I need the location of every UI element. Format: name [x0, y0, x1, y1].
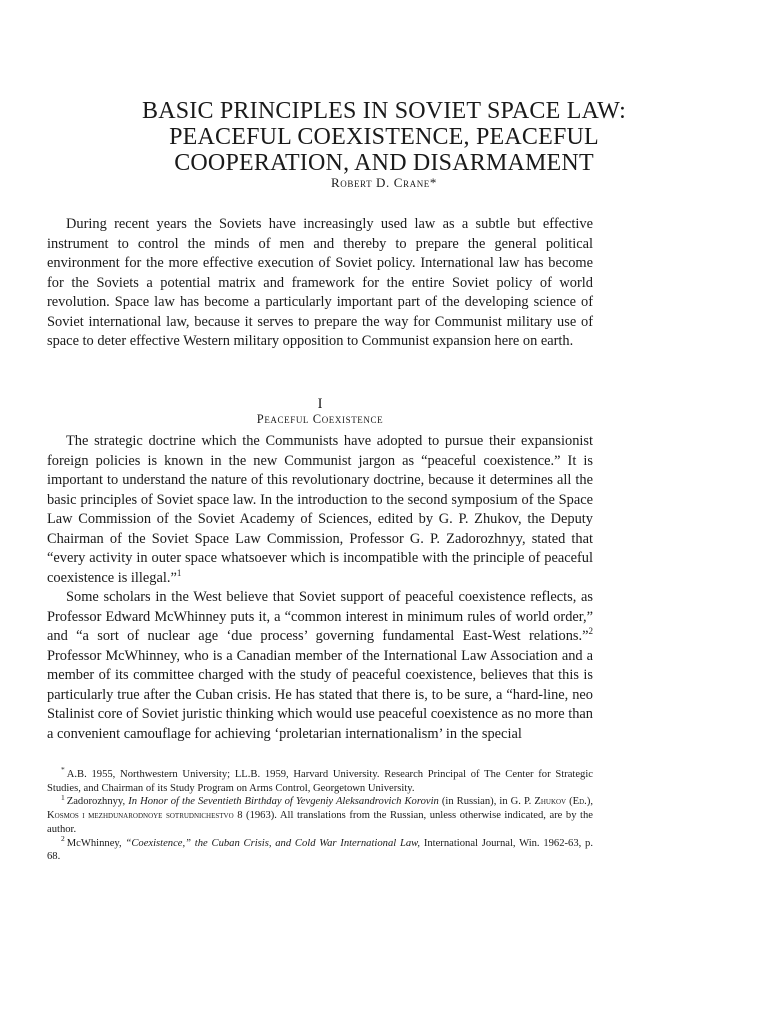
footnote-2-text-b: International Journal, Win. 1962-63, p. 68. [47, 837, 594, 863]
footnote-2-mark: 2 [61, 833, 65, 843]
section-paragraph-2 [47, 588, 593, 744]
title-line-3: COOPERATION, AND DISARMAMENT [174, 150, 594, 176]
paragraph-1-text: The strategic doctrine which the Communists have adopted to pursue their expansionist foreign policies is known in the new Communist jargon as “peaceful coexistence.” It is important to understand the nature of this revolutionary doctrine, because it determines all the basic principles of Soviet space law. In the introduction to the second symposium of the Space Law Commission of the Soviet Academy of Sciences, edited by G. P. Zhukov, the Deputy Chairman of the Soviet Space Law Commission, Professor G. P. Zadorozhnyy, stated that “every activity in outer space whatsoever which is incompatible with the principle of peaceful coexistence is illegal.” [47, 433, 593, 586]
intro-paragraph: During recent years the Soviets have increasingly used law as a subtle but effective instrument to control the minds of men and thereby to prepare the general political environment for the more effective execution of Soviet policy. International law has become for the Soviets a potential matrix and framework for the entire Soviet policy of world revolution. Space law has become a particularly important part of the developing science of Soviet international law, because it serves to prepare the way for Communist military use of space to deter effective Western military opposition to Communist expansion here on earth. [47, 216, 593, 349]
section-body [47, 432, 593, 744]
footnote-1-text-c: 8 (1963). All translations from the Russian, unless otherwise indicated, are by the author. [47, 810, 593, 835]
title-line-2: PEACEFUL COEXISTENCE, PEACEFUL [169, 124, 599, 150]
footnote-ref-2[interactable]: 2 [588, 626, 593, 637]
section-number: I [317, 396, 323, 412]
footnote-2 [47, 833, 594, 864]
footnote-1-work-title: In Honor of the Seventieth Birthday of Yevgeniy Aleksandrovich Korovin [128, 796, 439, 808]
footnote-star-text: A.B. 1955, Northwestern University; LL.B. 1959, Harvard University. Research Principal of The Center for Strategic Studies, and Chairman of its Study Program on Arms Control, Georgetown University. [47, 769, 593, 794]
footnotes [47, 765, 594, 864]
author-byline [60, 175, 708, 191]
paragraph-2-text-b: Professor McWhinney, who is a Canadian member of the International Law Association and a member of its committee charged with the study of peaceful coexistence, believes that this is particularly true after the Cuban crisis. He has stated that there is, to be sure, a “hard-line, neo Stalinist core of Soviet juristic thinking which would use peaceful coexistence as no more than a convenient camouflage for achieving ‘proletarian internationalism’ in the special [47, 647, 593, 742]
footnote-1-text-a: Zadorozhnyy, [66, 796, 129, 808]
footnote-2-work-title: “Coexistence,” the Cuban Crisis, and Cold War International Law, [125, 837, 421, 849]
footnote-2-text-a: McWhinney, [66, 837, 126, 849]
footnote-1-text-b: (in Russian), in G. P. [438, 796, 535, 808]
footnote-1-source: Zhukov (Ed.), Kosmos i mezhdunarodnoye sotrudnichestvo [47, 796, 594, 822]
section-paragraph-1 [47, 432, 593, 588]
paragraph-2-text-a: Some scholars in the West believe that Soviet support of peaceful coexistence reflects, as Professor Edward McWhinney puts it, a “common interest in minimum rules of world order,” and “a sort of nuclear age ‘due process’ governing fundamental East-West relations.” [47, 589, 593, 644]
article-title [60, 98, 708, 176]
section-heading: Peaceful Coexistence [256, 412, 384, 426]
title-line-1: BASIC PRINCIPLES IN SOVIET SPACE LAW: [142, 98, 626, 124]
footnote-author [47, 765, 593, 795]
footnote-1 [47, 792, 594, 836]
footnote-1-mark: 1 [61, 792, 65, 802]
author-name: Robert D. Crane [330, 175, 430, 190]
intro-section [47, 215, 593, 352]
footnote-ref-1[interactable]: 1 [176, 567, 182, 578]
author-footnote-mark: * [429, 175, 438, 190]
footnote-star-mark: * [61, 765, 65, 775]
